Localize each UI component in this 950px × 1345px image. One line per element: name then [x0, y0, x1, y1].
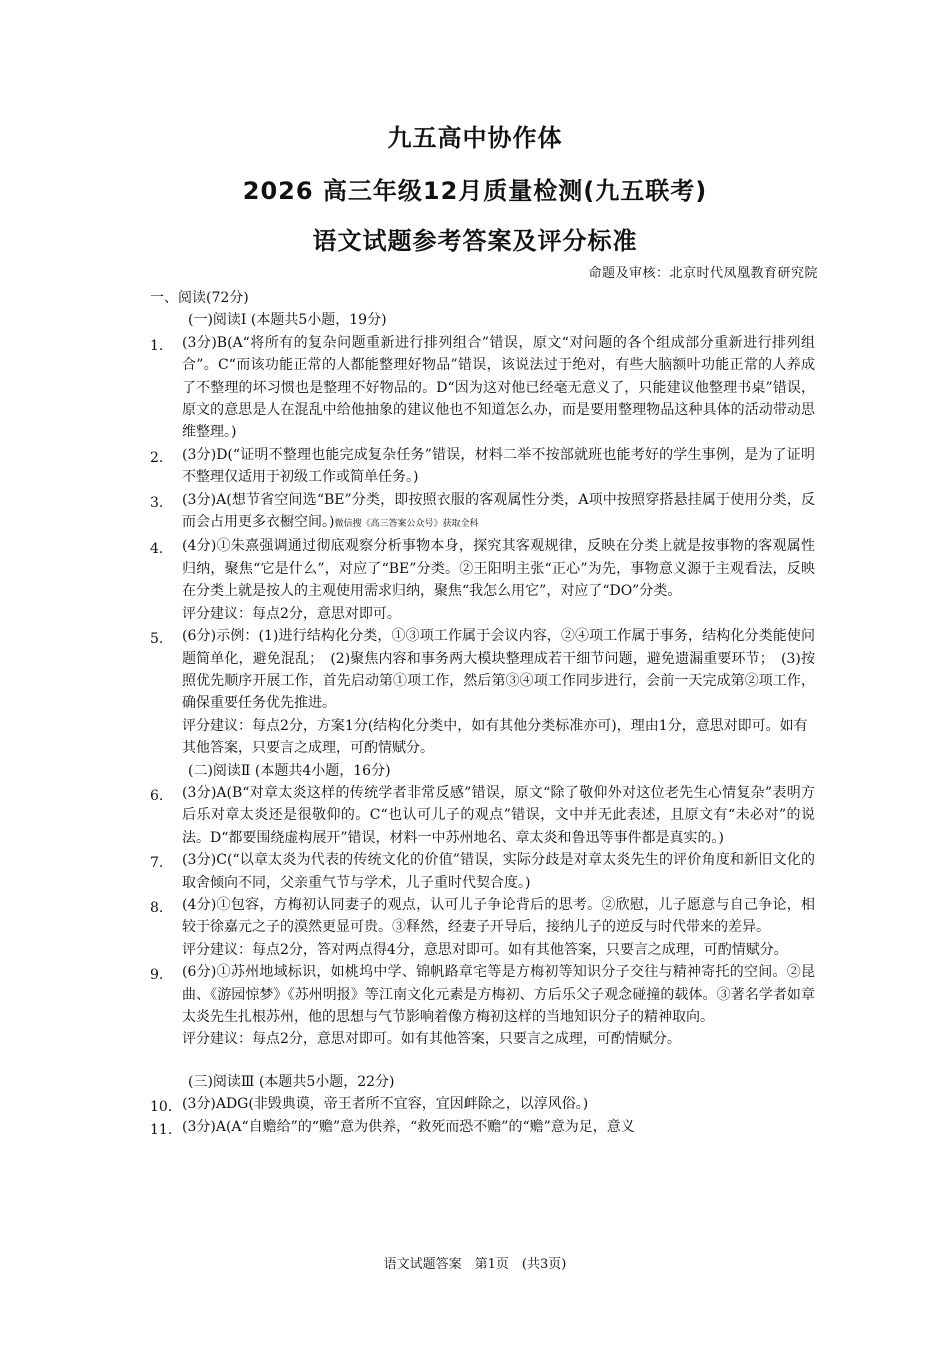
- part-heading-2: (二)阅读Ⅱ (本题共4小题，16分): [188, 762, 391, 779]
- answer-text: (6分)①苏州地域标识，如桃坞中学、锦帆路章宅等是方梅初等知识分子交往与精神寄托的空间。②昆曲、《游园惊梦》《苏州明报》等江南文化元素是方梅初、方后乐父子观念碰撞的载体。③著名学者如章太炎先生扎根苏州，他的思想与气节影响着像方梅初这样的当地知识分子的精神取向。: [182, 964, 815, 1025]
- answer-text: (3分)A(B“对章太炎这样的传统学者非常反感”错误，原文“除了敬仰外对这位老先生心情复杂”表明方后乐对章太炎还是很敬仰的。C“也认可儿子的观点”错误，文中并无此表述，且原文有“未必对”的说法。D“都要围绕虚构展开”错误，材料一中苏州地名、章太炎和鲁迅等事件都是真实的。): [182, 784, 815, 846]
- scoring-note: 评分建议：每点2分，意思对即可。: [182, 605, 401, 622]
- answer-text: (3分)D(“证明不整理也能完成复杂任务”错误，材料二举不按部就班也能考好的学生事例，是为了证明不整理仅适用于初级工作或简单任务。): [182, 446, 815, 486]
- watermark-note: 微信搜《高三答案公众号》获取全科: [334, 519, 479, 530]
- question-1: [150, 332, 815, 444]
- question-number: 2.: [150, 449, 164, 466]
- section-heading: 一、阅读(72分): [150, 290, 249, 306]
- answer-text: (4分)①朱熹强调通过彻底观察分析事物本身，探究其客观规律，反映在分类上就是按事物的客观属性归纳，聚焦“它是什么”，对应了“BE”分类。②王阳明主张“正心”为先，事物意义源于主观看法，反映在分类上就是按人的主观使用需求归纳，聚焦“我怎么用它”，对应了“DO”分类。: [182, 538, 815, 600]
- question-11: [150, 1116, 815, 1138]
- answer-text: (3分)C(“以章太炎为代表的传统文化的价值”错误，实际分歧是对章太炎先生的评价角度和新旧文化的取舍倾向不同，父亲重气节与学术，儿子重时代契合度。): [182, 852, 815, 891]
- question-number: 7.: [150, 855, 164, 872]
- question-number: 11.: [150, 1121, 173, 1138]
- answer-text: (4分)①包容，方梅初认同妻子的观点，认可儿子争论背后的思考。②欣慰，儿子愿意与自己争论，相较于徐嘉元之子的漠然更显可贵。③释然，经妻子开导后，接纳儿子的逆反与时代带来的差异。: [182, 896, 815, 936]
- answer-text: (3分)B(A“将所有的复杂问题重新进行排列组合”错误，原文“对问题的各个组成部分重新进行排列组合”。C“而该功能正常的人都能整理好物品”错误，该说法过于绝对，有些大脑额叶功能正常的人养成了不整理的坏习惯也是整理不好物品的。D“因为这对他已经毫无意义了，只能建议他整理书桌”错误，原文的意思是人在混乱中给他抽象的建议他也不知道怎么办，而是要用整理物品这种具体的活动带动思维整理。): [182, 334, 815, 441]
- question-10: [150, 1093, 815, 1115]
- question-8: [150, 894, 815, 939]
- question-7: [150, 849, 815, 894]
- question-6: [150, 782, 815, 849]
- scoring-note: 评分建议：每点2分，意思对即可。如有其他答案，只要言之成理，可酌情赋分。: [182, 1031, 681, 1048]
- part-heading-1: (一)阅读Ⅰ (本题共5小题，19分): [188, 312, 387, 329]
- question-5: [150, 625, 815, 715]
- question-4: [150, 535, 815, 602]
- spacer: [150, 1051, 815, 1071]
- question-9: [150, 961, 815, 1028]
- question-2: [150, 444, 815, 489]
- scoring-note: 评分建议：每点2分，方案1分(结构化分类中，如有其他分类标准亦可)，理由1分，意思对即可。如有其他答案，只要言之成理，可酌情赋分。: [182, 717, 808, 757]
- question-number: 8.: [150, 899, 164, 916]
- question-number: 1.: [150, 337, 164, 354]
- question-3: [150, 489, 815, 536]
- question-number: 4.: [150, 541, 164, 558]
- question-number: 5.: [150, 631, 164, 648]
- part-heading-3: (三)阅读Ⅲ (本题共5小题，22分): [188, 1073, 395, 1090]
- question-number: 9.: [150, 967, 164, 984]
- answer-body: [150, 287, 815, 1138]
- answer-text: (6分)示例：(1)进行结构化分类，①③项工作属于会议内容，②④项工作属于事务，结构化分类能使问题简单化，避免混乱； (2)聚焦内容和事务两大模块整理成若干细节问题，避免遗漏重要环节； (3)按照优先顺序开展工作，首先启动第①项工作，然后第③④项工作同步进行，会前一天完成第②项工作，确保重要任务优先推进。: [182, 628, 815, 712]
- page-title-doc: 语文试题参考答案及评分标准: [312, 227, 638, 255]
- answer-text: (3分)A(A“自赡给”的“赡”意为供养，“救死而恐不赡”的“赡”意为足，意义: [182, 1118, 635, 1135]
- question-number: 6.: [150, 787, 164, 804]
- scoring-note: 评分建议：每点2分，答对两点得4分，意思对即可。如有其他答案，只要言之成理，可酌情赋分。: [182, 941, 788, 958]
- answer-text: (3分)A(想节省空间选“BE”分类，即按照衣服的客观属性分类，A项中按照穿搭悬挂属于使用分类，反而会占用更多衣橱空间。): [182, 491, 815, 531]
- question-number: 3.: [150, 494, 164, 511]
- page-footer: 语文试题答案 第1页 (共3页): [383, 1257, 567, 1272]
- page-title-org: 九五高中协作体: [387, 124, 563, 152]
- page-title-exam: 2026 高三年级12月质量检测(九五联考): [242, 177, 708, 205]
- author-line: 命题及审核：北京时代凤凰教育研究院: [588, 266, 818, 281]
- answer-text: (3分)ADG(非毁典谟，帝王者所不宜容，宜因衅除之，以淳风俗。): [182, 1096, 589, 1113]
- question-number: 10.: [150, 1099, 173, 1116]
